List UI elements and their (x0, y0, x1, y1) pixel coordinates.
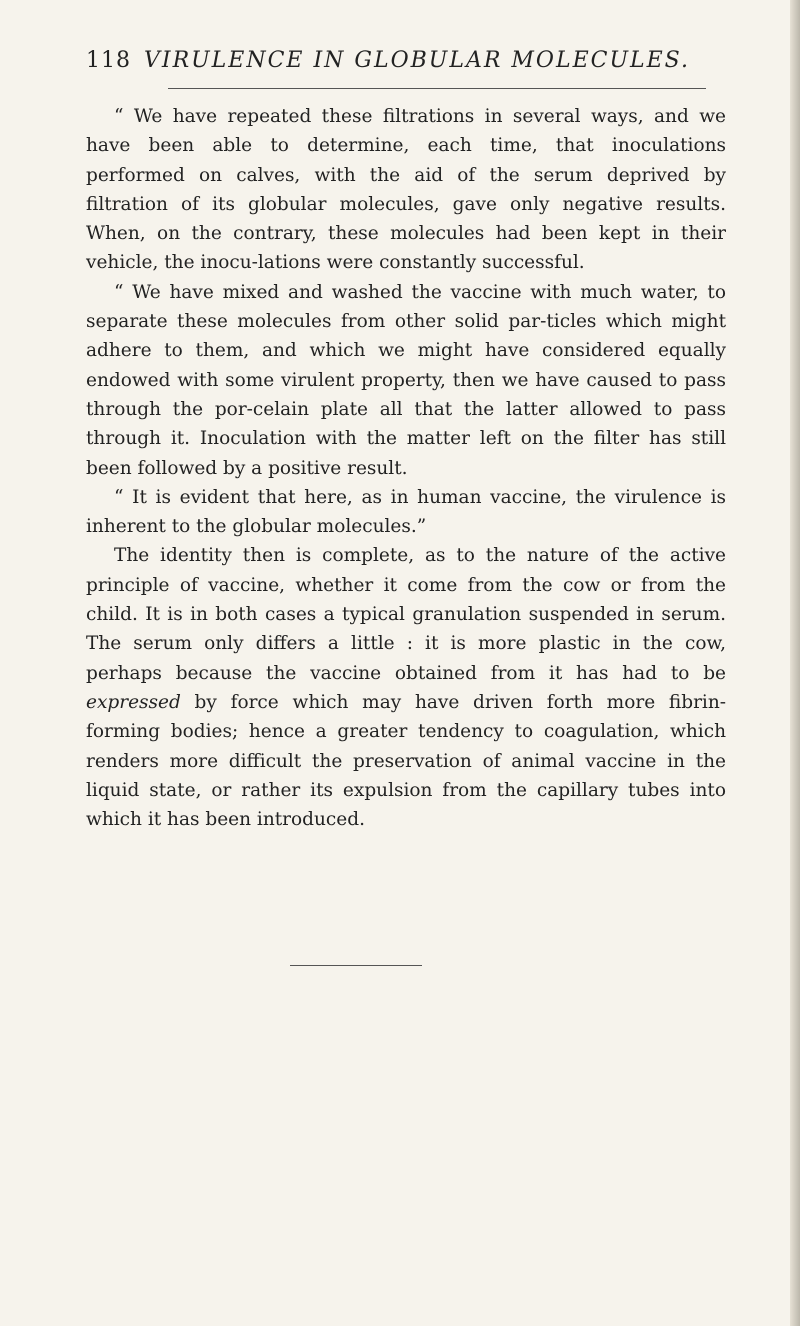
page-header (86, 48, 726, 80)
paragraph-evident: “ It is evident that here, as in human vaccine, the virulence is inherent to the globular molecules.” (86, 486, 726, 538)
section-end-rule (290, 965, 422, 966)
header-rule (168, 88, 706, 89)
running-title: VIRULENCE IN GLOBULAR MOLECULES. (144, 48, 690, 73)
body-text (86, 102, 726, 834)
identity-text-start: The identity then is complete, as to the nature of the active principle of vaccine, whether it come from the cow or from the child. It is in both cases a typical granulation suspended in serum. The serum only differs a little : it is more plastic in the cow, perhaps because the vaccine obtained from it has had to be (86, 545, 726, 684)
paragraph-identity (86, 541, 726, 834)
page-edge-shadow (790, 0, 800, 1326)
paragraph-washed-vaccine: “ We have mixed and washed the vaccine with much water, to separate these molecules from other solid par-ticles which might adhere to them, and which we might have considered equally endowed with some virulent property, then we have caused to pass through the por-celain plate all that the latter allowed to pass through it. Inoculation with the matter left on the filter has still been followed by a positive result. (86, 281, 726, 479)
page-number: 118 (86, 48, 131, 73)
paragraph-filtrations: “ We have repeated these filtrations in several ways, and we have been able to determine, each time, that inoculations performed on calves, with the aid of the serum deprived by filtration of its globular molecules, gave only negative results. When, on the contrary, these molecules had been kept in their vehicle, the inocu-lations were constantly successful. (86, 106, 726, 274)
italic-expressed: expressed (86, 691, 181, 713)
identity-text-end: by force which may have driven forth more fibrin-forming bodies; hence a greater tendency to coagulation, which renders more difficult the preservation of animal vaccine in the liquid state, or rather its expulsion from the capillary tubes into which it has been introduced. (86, 691, 726, 831)
